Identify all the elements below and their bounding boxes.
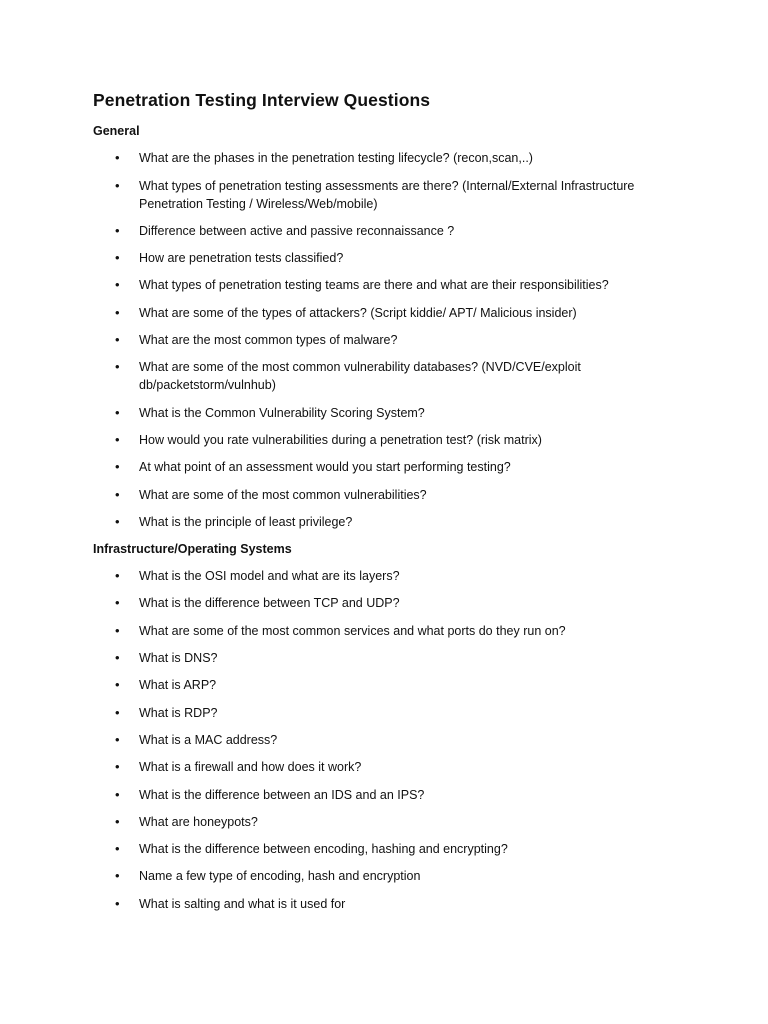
list-item: • Difference between active and passive reconnaissance ? bbox=[93, 222, 668, 240]
list-item: • What are the phases in the penetration testing lifecycle? (recon,scan,..) bbox=[93, 149, 668, 167]
list-item: • What are honeypots? bbox=[93, 813, 668, 831]
list-item: • What are the most common types of malware? bbox=[93, 331, 668, 349]
list-item: • What is the difference between TCP and UDP? bbox=[93, 594, 668, 612]
list-item: • Name a few type of encoding, hash and encryption bbox=[93, 867, 668, 885]
list-item: • What is a MAC address? bbox=[93, 731, 668, 749]
list-item: • What is the principle of least privilege? bbox=[93, 513, 668, 531]
list-item: • What are some of the most common vulnerabilities? bbox=[93, 486, 668, 504]
list-item: • What is the difference between an IDS and an IPS? bbox=[93, 786, 668, 804]
document-title: Penetration Testing Interview Questions bbox=[93, 90, 431, 110]
list-item: • How would you rate vulnerabilities during a penetration test? (risk matrix) bbox=[93, 431, 668, 449]
section-infrastructure bbox=[93, 540, 668, 913]
section-heading: General bbox=[93, 124, 140, 138]
list-item: • What is DNS? bbox=[93, 649, 668, 667]
list-item: • What is the difference between encoding, hashing and encrypting? bbox=[93, 840, 668, 858]
list-item: • What is ARP? bbox=[93, 676, 668, 694]
list-item: • At what point of an assessment would you start performing testing? bbox=[93, 458, 668, 476]
list-item: • What is the Common Vulnerability Scoring System? bbox=[93, 404, 668, 422]
list-item: • How are penetration tests classified? bbox=[93, 249, 668, 267]
question-list bbox=[93, 149, 668, 531]
list-item: • What is a firewall and how does it work? bbox=[93, 758, 668, 776]
list-item: • What are some of the most common services and what ports do they run on? bbox=[93, 622, 668, 640]
list-item: • What is salting and what is it used for bbox=[93, 895, 668, 913]
list-item: • What types of penetration testing assessments are there? (Internal/External Infrastructure Penetration Testing / Wireless/Web/mobile) bbox=[93, 177, 668, 213]
list-item: • What types of penetration testing teams are there and what are their responsibilities? bbox=[93, 276, 668, 294]
list-item: • What is the OSI model and what are its layers? bbox=[93, 567, 668, 585]
section-heading: Infrastructure/Operating Systems bbox=[93, 541, 292, 556]
section-general bbox=[93, 122, 668, 531]
list-item: • What are some of the most common vulnerability databases? (NVD/CVE/exploit db/packetstorm/vulnhub) bbox=[93, 358, 668, 394]
list-item: • What is RDP? bbox=[93, 704, 668, 722]
question-list bbox=[93, 567, 668, 913]
list-item: • What are some of the types of attackers? (Script kiddie/ APT/ Malicious insider) bbox=[93, 304, 668, 322]
